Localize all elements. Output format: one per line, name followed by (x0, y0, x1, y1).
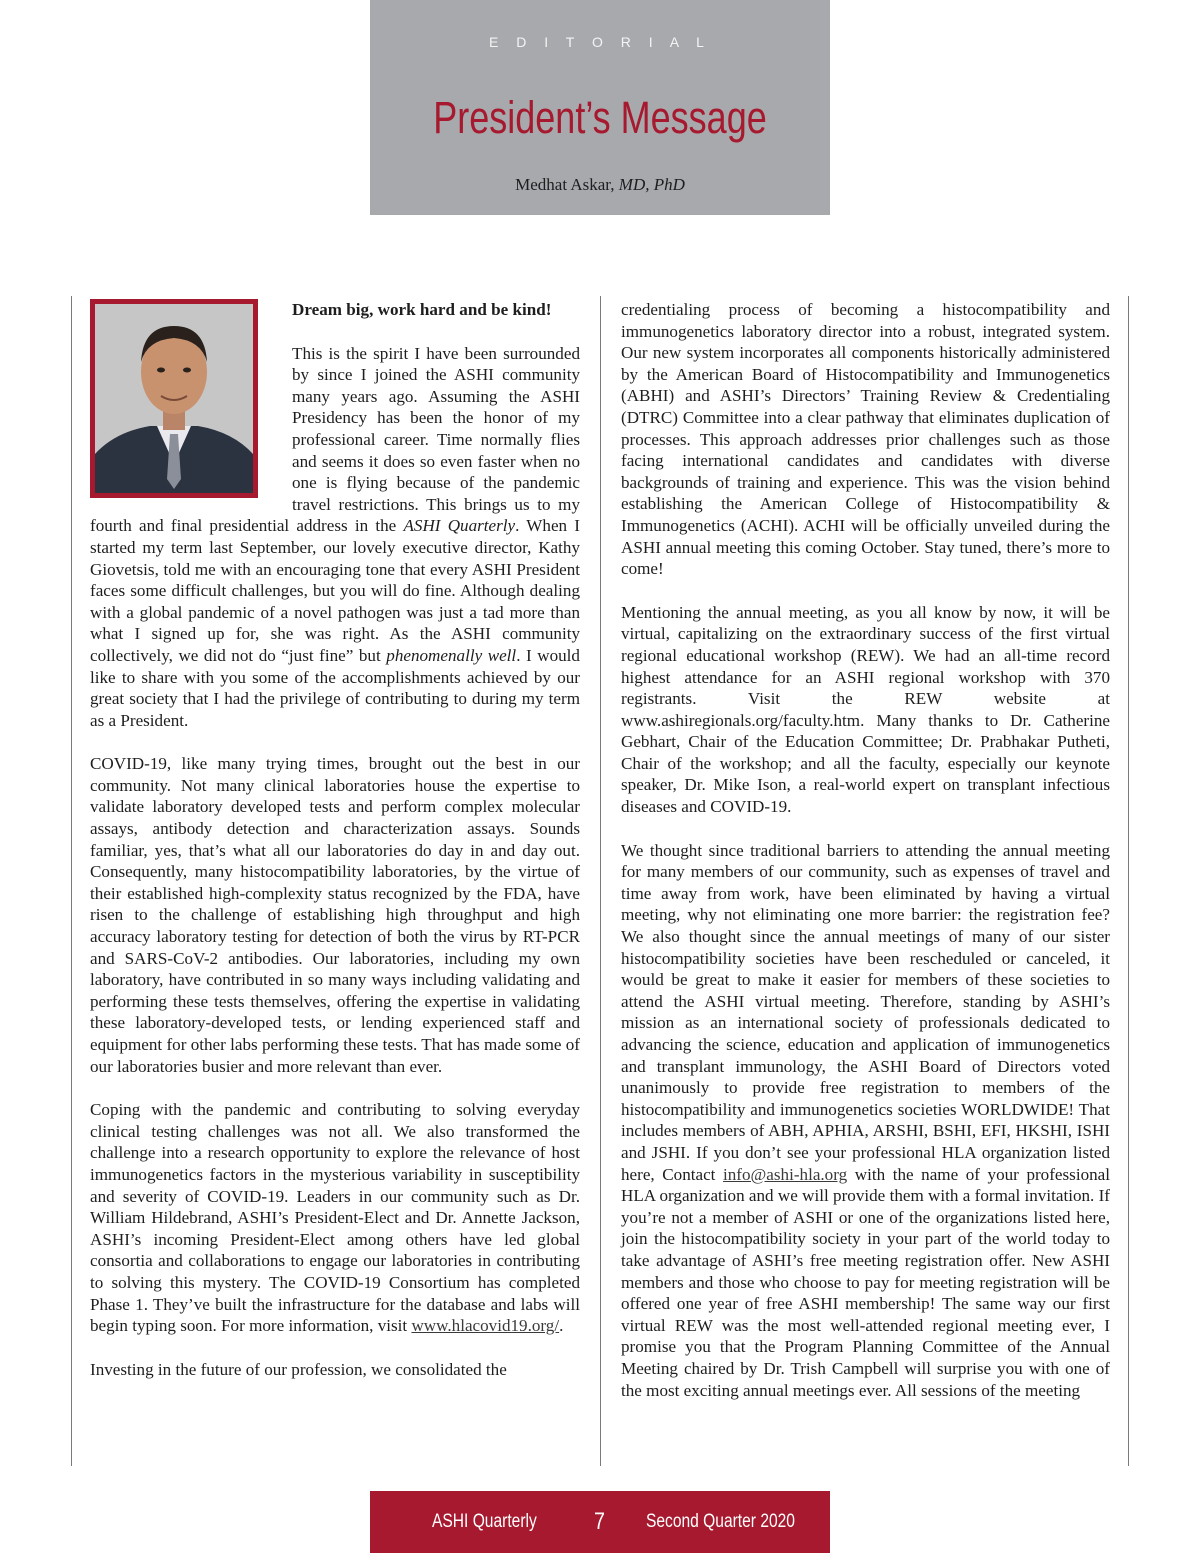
lead-quote: Dream big, work hard and be kind! (292, 300, 552, 319)
portrait-image (95, 304, 253, 493)
author-credentials: MD, PhD (618, 175, 685, 194)
contact-email-link[interactable]: info@ashi-hla.org (723, 1164, 848, 1184)
editorial-header (370, 0, 830, 215)
paragraph-intro: This is the spirit I have been surrounded by since I joined the ASHI community many years ago. Assuming the ASHI Presidency has been the honor of my professional career. Time normally flies and seems it does so even faster when no one is flying because of the pandemic travel restrictions. This brings us to my fourth and final presidential address in the ASHI Quarterly. When I started my term last September, our lovely executive director, Kathy Giovetsis, told me with an encouraging tone that every ASHI President faces some difficult challenges, but you will do fine. Although dealing with a global pandemic of a novel pathogen was just a tad more than what I signed up for, she was right. As the ASHI community collectively, we did not do “just fine” but phenomenally well. I would like to share with you some of the accomplishments achieved by our great society that I had the privilege of contributing to during my term as a President. (90, 343, 580, 730)
paragraph-credentialing: credentialing process of becoming a histocompatibility and immunogenetics laboratory director into a robust, integrated system. Our new system incorporates all components historically administered by the American Board of Histocompatibility and Immunogenetics (ABHI) and ASHI’s Directors’ Training Review & Credentialing (DTRC) Committee into a clear pathway that eliminates duplication of processes. This approach addresses prior challenges such as those facing international candidates and candidates with diverse backgrounds of training and experience. This was the vision behind establishing the American College of Histocompatibility & Immunogenetics (ACHI). ACHI will be officially unveiled during the ASHI annual meeting this coming October. Stay tuned, there’s more to come! (621, 300, 1110, 579)
footer-issue: Second Quarter 2020 (646, 1511, 795, 1532)
article-column-right (621, 299, 1110, 1423)
paragraph-research: Coping with the pandemic and contributing to solving everyday clinical testing challenges was not all. We also transformed the challenge into a research opportunity to explore the relevance of host immunogenetics factors in the mysterious variability in susceptibility and severity of COVID-19. Leaders in our community such as Dr. William Hildebrand, ASHI’s President-Elect and Dr. Annette Jackson, ASHI’s incoming President-Elect among others have led global consortia and collaborations to engage our laboratories in contributing to solving this mystery. The COVID-19 Consortium has completed Phase 1. They’ve built the infrastructure for the database and labs will begin typing soon. For more information, visit www.hlacovid19.org/. (90, 1100, 580, 1336)
hlacovid19-link[interactable]: www.hlacovid19.org/ (411, 1316, 560, 1336)
author-name: Medhat Askar, (515, 175, 615, 194)
section-kicker: E D I T O R I A L (489, 34, 711, 50)
paragraph-future: Investing in the future of our profession, we consolidated the (90, 1359, 507, 1379)
footer-publication: ASHI Quarterly (432, 1511, 537, 1532)
author-portrait (90, 299, 258, 498)
author-byline (370, 175, 830, 195)
article-column-left (90, 299, 580, 1402)
paragraph-annual-meeting: Mentioning the annual meeting, as you all know by now, it will be virtual, capitalizing on the extraordinary success of the first virtual regional educational workshop (REW). We had an all-time record highest attendance for an ASHI regional workshop with 370 registrants. Visit the REW website at www.ashiregionals.org/faculty.htm. Many thanks to Dr. Catherine Gebhart, Chair of the Education Committee; Dr. Prabhakar Putheti, Chair of the workshop; and all the faculty, especially our keynote speaker, Dr. Mike Ison, a real-world expert on transplant infectious diseases and COVID-19. (621, 602, 1110, 817)
column-rule-left (71, 296, 72, 1466)
column-rule-center (600, 296, 601, 1466)
footer-page-number: 7 (594, 1508, 605, 1535)
column-rule-right (1128, 296, 1129, 1466)
paragraph-covid: COVID-19, like many trying times, brought out the best in our community. Not many clinical laboratories house the expertise to validate laboratory developed tests and perform complex molecular assays, antibody detection and characterization assays. Sounds familiar, yes, that’s what all our laboratories do day in and day out. Consequently, many histocompatibility laboratories, by the virtue of their established high-complexity status recognized by the FDA, have risen to the challenge of establishing high throughput and high accuracy laboratory testing for detection of both the virus by RT-PCR and SARS-CoV-2 antibodies. Our laboratories, including my own laboratory, have contributed in so many ways including validating and performing these tests themselves, offering the expertise in validating these laboratory-developed tests, or lending experienced staff and equipment for other labs performing these tests. That has made some of our laboratories busier and more relevant than ever. (90, 754, 580, 1076)
page-footer (370, 1491, 830, 1553)
page-title: President’s Message (433, 92, 767, 143)
paragraph-registration: We thought since traditional barriers to attending the annual meeting for many members of our community, such as expenses of travel and time away from work, have been eliminated by having a virtual meeting, why not eliminating one more barrier: the registration fee? We also thought since the annual meetings of many of our sister histocompatibility societies have been rescheduled or canceled, it would be great to make it easier for members of these societies to attend the ASHI virtual meeting. Therefore, standing by ASHI’s mission as an international society of professionals dedicated to advancing the science, education and application of immunogenetics and transplant immunology, the ASHI Board of Directors voted unanimously to provide free registration to members of the histocompatibility and immunogenetics societies WORLDWIDE! That includes members of ABH, APHIA, ARSHI, BSHI, EFI, HKSHI, ISHI and JSHI. If you don’t see your professional HLA organization listed here, Contact info@ashi-hla.org with the name of your professional HLA organization and we will provide them with a formal invitation. If you’re not a member of ASHI or one of the organizations listed here, join the histocompatibility society in your part of the world today to take advantage of ASHI’s free meeting registration offer. New ASHI members and those who choose to pay for meeting registration will be offered one year of free ASHI membership! The same way our first virtual REW was the most well-attended regional meeting ever, I promise you that the Program Planning Committee of the Annual Meeting chaired by Dr. Trish Campbell will surprise you with one of the most exciting annual meetings ever. All sessions of the meeting (621, 840, 1110, 1400)
